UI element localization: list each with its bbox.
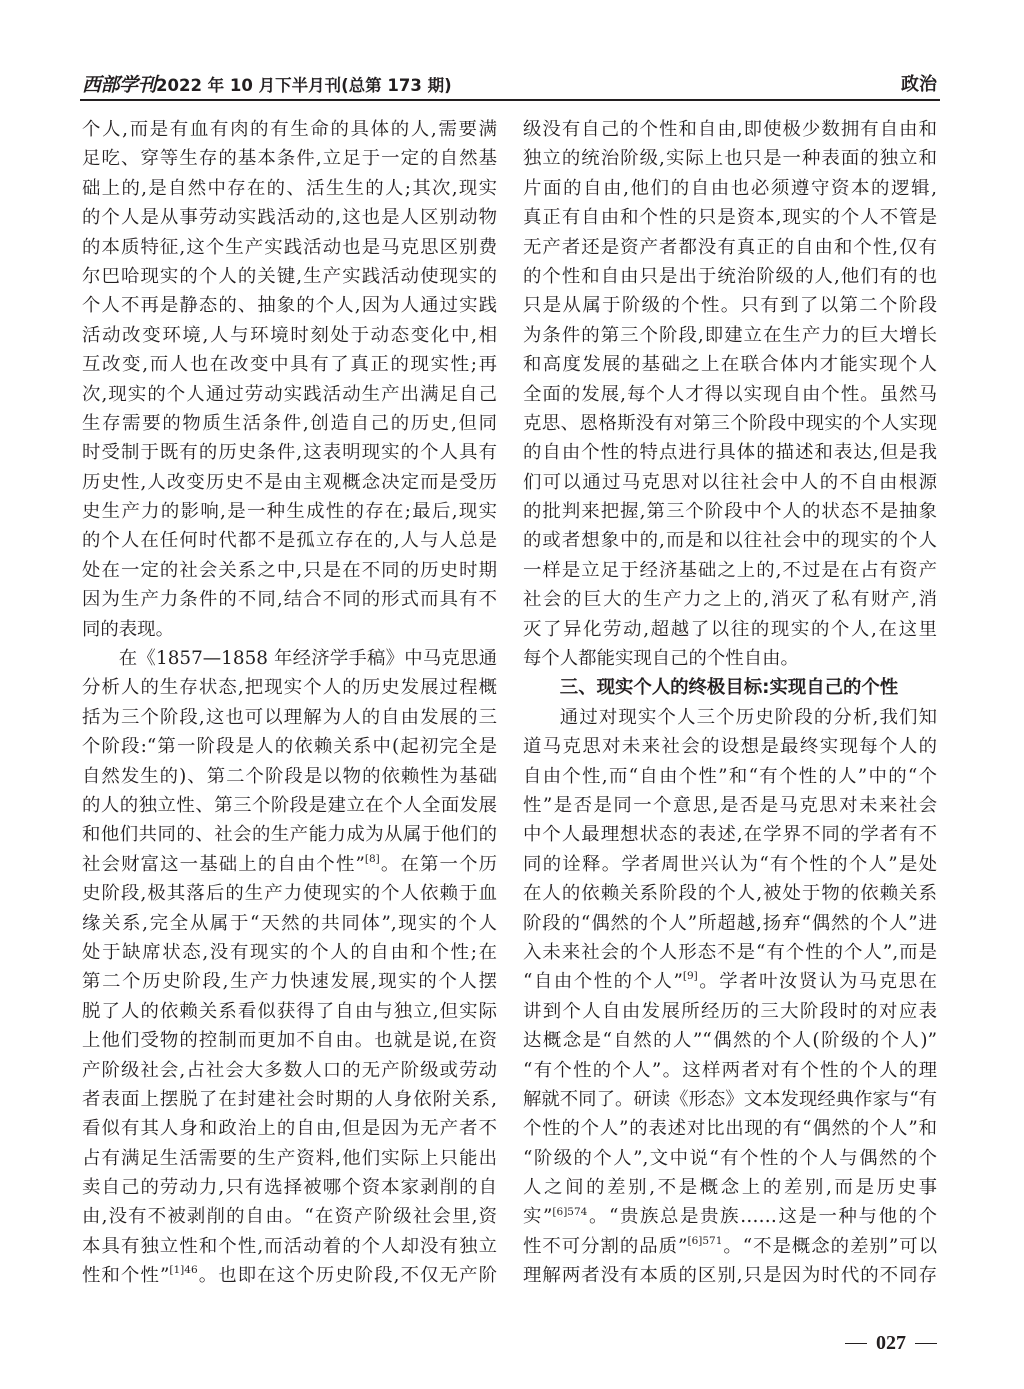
line-text: 灭了异化劳动,超越了以往的现实的个人,在这里 (523, 618, 937, 640)
text-line (82, 321, 497, 350)
line-text: 级没有自己的个性和自由,即使极少数拥有自由和 (523, 119, 937, 140)
text-line (82, 997, 497, 1026)
text-line (82, 1232, 497, 1261)
line-text: 的自由个性的特点进行具体的描述和表达,但是我 (523, 442, 937, 464)
line-text: 括为三个阶段,这也可以理解为人的自由发展的三 (82, 706, 497, 728)
text-line (82, 1056, 497, 1085)
text-line (523, 762, 937, 791)
citation-superscript: [1]46 (169, 1264, 198, 1277)
line-text: 。也即在这个历史阶段,不仅无产阶 (197, 1265, 497, 1287)
text-line (523, 967, 937, 996)
text-line (523, 262, 937, 291)
footer-dash (845, 1343, 867, 1344)
text-line (82, 497, 497, 526)
paragraph (82, 644, 497, 1291)
text-line (523, 233, 937, 262)
text-line (82, 526, 497, 555)
text-line (82, 350, 497, 379)
text-line (523, 820, 937, 849)
text-line (82, 1114, 497, 1143)
line-text: 本具有独立性和个性,而活动着的个人却没有独立 (82, 1235, 497, 1257)
line-text: 尔巴哈现实的个人的关键,生产实践活动使现实的 (82, 265, 497, 287)
line-text: 在《1857—1858 年经济学手稿》中马克思通 (118, 648, 497, 670)
line-text: “自由个性的个人” (523, 971, 683, 993)
text-line (82, 673, 497, 702)
journal-logo: 西部学刊 (82, 74, 157, 96)
text-line (82, 409, 497, 438)
line-text: 的人的独立性、第三个阶段是建立在个人全面发展 (82, 794, 497, 816)
line-text: 。“不是概念的差别”可以 (722, 1235, 937, 1257)
text-line (523, 938, 937, 967)
line-text: 中个人最理想状态的表述,在学界不同的学者有不 (523, 824, 937, 846)
line-text: 个人,而是有血有肉的有生命的具体的人,需要满 (82, 119, 497, 140)
line-text: 脱了人的依赖关系看似获得了自由与独立,但实际 (82, 1000, 497, 1022)
line-text: 个人不再是静态的、抽象的个人,因为人通过实践 (82, 295, 497, 317)
line-text: 史生产力的影响,是一种生成性的存在;最后,现实 (82, 501, 497, 523)
line-text: 上他们受物的控制而更加不自由。也就是说,在资 (82, 1030, 497, 1052)
text-line (523, 203, 937, 232)
line-text: “阶级的个人”,文中说“有个性的个人与偶然的个 (523, 1147, 937, 1169)
text-line (82, 732, 497, 761)
text-line (523, 321, 937, 350)
text-line (523, 997, 937, 1026)
line-text: 在人的依赖关系阶段的个人,被处于物的依赖关系 (523, 883, 937, 905)
line-text: 生存需要的物质生活条件,创造自己的历史,但同 (82, 412, 497, 434)
text-line (523, 1114, 937, 1143)
line-text: 达概念是“自然的人”“偶然的个人(阶级的个人)” (523, 1030, 937, 1052)
line-text: 性和个性” (82, 1265, 170, 1287)
paragraph (82, 115, 497, 644)
line-text: 的个性和自由只是出于统治阶级的人,他们有的也 (523, 265, 937, 287)
text-line (523, 703, 937, 732)
text-line (523, 350, 937, 379)
line-text: 的个人是从事劳动实践活动的,这也是人区别动物 (82, 207, 497, 229)
line-text: 的批判来把握,第三个阶段中个人的状态不是抽象 (523, 501, 937, 523)
line-text: 历史性,人改变历史不是由主观概念决定而是受历 (82, 471, 497, 493)
text-line (82, 380, 497, 409)
line-text: 解就不同了。研读《形态》文本发现经典作家与“有 (523, 1088, 937, 1110)
citation-superscript: [6]571 (687, 1234, 723, 1247)
text-line (82, 879, 497, 908)
text-line (82, 820, 497, 849)
text-line (523, 732, 937, 761)
text-line (523, 1261, 937, 1290)
line-text: 的本质特征,这个生产实践活动也是马克思区别费 (82, 236, 497, 258)
line-text: 。在第一个历 (379, 853, 497, 875)
text-line (82, 203, 497, 232)
line-text: 同的表现。 (82, 618, 174, 640)
text-line (523, 791, 937, 820)
page-footer (845, 1330, 937, 1356)
left-column (82, 115, 497, 1291)
line-text: 讲到个人自由发展所经历的三大阶段时的对应表 (523, 1000, 937, 1022)
text-line (523, 1232, 937, 1261)
line-text: 道马克思对未来社会的设想是最终实现每个人的 (523, 736, 937, 758)
line-text: 卖自己的劳动力,只有选择被哪个资本家剥削的自 (82, 1177, 497, 1199)
line-text: 全面的发展,每个人才得以实现自由个性。虽然马 (523, 383, 937, 405)
text-line (82, 1085, 497, 1114)
text-line (523, 1173, 937, 1202)
citation-superscript: [8] (364, 852, 380, 865)
line-text: 无产者还是资产者都没有真正的自由和个性,仅有 (523, 236, 937, 258)
line-text: 个性的个人”的表述对比出现的有“偶然的个人”和 (523, 1118, 937, 1140)
line-text: 因为生产力条件的不同,结合不同的形式而具有不 (82, 589, 497, 611)
text-line (523, 850, 937, 879)
line-text: 产阶级社会,占社会大多数人口的无产阶级或劳动 (82, 1059, 497, 1081)
right-column (523, 115, 937, 1291)
line-text: 克思、恩格斯没有对第三个阶段中现实的个人实现 (523, 412, 937, 434)
line-text: 第二个历史阶段,生产力快速发展,现实的个人摆 (82, 971, 497, 993)
line-text: 一样是立足于经济基础之上的,不过是在占有资产 (523, 559, 937, 581)
text-line (523, 468, 937, 497)
page-number: 027 (876, 1332, 906, 1354)
line-text: 每个人都能实现自己的个性自由。 (523, 648, 799, 670)
text-line (523, 1085, 937, 1114)
text-line (82, 909, 497, 938)
line-text: 自由个性,而“自由个性”和“有个性的人”中的“个 (523, 765, 937, 787)
line-text: 真正有自由和个性的只是资本,现实的个人不管是 (523, 207, 937, 229)
line-text: 者表面上摆脱了在封建社会时期的人身依附关系, (82, 1088, 497, 1110)
line-text: 足吃、穿等生存的基本条件,立足于一定的自然基 (82, 148, 497, 170)
text-line (82, 938, 497, 967)
text-line (82, 556, 497, 585)
line-text: 为条件的第三个阶段,即建立在生产力的巨大增长 (523, 324, 937, 346)
text-line (82, 615, 497, 644)
text-line (82, 1144, 497, 1173)
line-text: 和他们共同的、社会的生产能力成为从属于他们的 (82, 824, 497, 846)
running-header (82, 71, 937, 99)
line-text: 人之间的差别,不是概念上的差别,而是历史事 (523, 1177, 937, 1199)
line-text: 独立的统治阶级,实际上也只是一种表面的独立和 (523, 148, 937, 170)
text-line (523, 144, 937, 173)
text-line (523, 438, 937, 467)
line-text: 。学者叶汝贤认为马克思在 (697, 971, 937, 993)
text-line (523, 1202, 937, 1231)
line-text: 次,现实的个人通过劳动实践活动生产出满足自己 (82, 383, 497, 405)
text-line (82, 762, 497, 791)
text-line (82, 438, 497, 467)
line-text: 入未来社会的个人形态不是“有个性的个人”,而是 (523, 941, 937, 963)
line-text: 理解两者没有本质的区别,只是因为时代的不同存 (523, 1265, 937, 1287)
line-text: 。“贵族总是贵族……这是一种与他的个 (587, 1206, 937, 1228)
text-line (82, 1026, 497, 1055)
line-text: 缘关系,完全从属于“天然的共同体”,现实的个人 (82, 912, 497, 934)
text-line (82, 585, 497, 614)
text-line (82, 144, 497, 173)
line-text: 社会的巨大的生产力之上的,消灭了私有财产,消 (523, 589, 937, 611)
line-text: 阶段的“偶然的个人”所超越,扬弃“偶然的个人”进 (523, 912, 937, 934)
line-text: “有个性的个人”。这样两者对有个性的个人的理 (523, 1059, 937, 1081)
line-text: 只是从属于阶级的个性。只有到了以第二个阶段 (523, 295, 937, 317)
text-line (523, 526, 937, 555)
text-line (82, 644, 497, 673)
text-line (82, 291, 497, 320)
header-rule (80, 99, 940, 101)
line-text: 时受制于既有的历史条件,这表明现实的个人具有 (82, 442, 497, 464)
text-line (82, 468, 497, 497)
line-text: 占有满足生活需要的生产资料,他们实际上只能出 (82, 1147, 497, 1169)
text-line (523, 585, 937, 614)
text-line (523, 1056, 937, 1085)
line-text: 分析人的生存状态,把现实个人的历史发展过程概 (82, 677, 497, 699)
line-text: 通过对现实个人三个历史阶段的分析,我们知 (559, 706, 937, 728)
text-line (82, 262, 497, 291)
line-text: 础上的,是自然中存在的、活生生的人;其次,现实 (82, 177, 497, 199)
section-heading: 三、现实个人的终极目标:实现自己的个性 (559, 677, 899, 699)
line-text: 个阶段:“第一阶段是人的依赖关系中(起初完全是 (82, 736, 497, 758)
line-text: 处在一定的社会关系之中,只是在不同的历史时期 (82, 559, 497, 581)
line-text: 由,没有不被剥削的自由。“在资产阶级社会里,资 (82, 1206, 497, 1228)
paragraph (523, 115, 937, 673)
line-text: 史阶段,极其落后的生产力使现实的个人依赖于血 (82, 883, 497, 905)
citation-superscript: [6]574 (552, 1205, 588, 1218)
text-line (82, 967, 497, 996)
text-line (523, 556, 937, 585)
line-text: 们可以通过马克思对以往社会中人的不自由根源 (523, 471, 937, 493)
text-line (523, 115, 937, 144)
line-text: 的或者想象中的,而是和以往社会中的现实的个人 (523, 530, 937, 552)
text-line (82, 233, 497, 262)
line-text: 性”是否是同一个意思,是否是马克思对未来社会 (523, 794, 937, 816)
text-line (523, 380, 937, 409)
text-line (523, 1026, 937, 1055)
text-line (523, 644, 937, 673)
line-text: 活动改变环境,人与环境时刻处于动态变化中,相 (82, 324, 497, 346)
line-text: 实” (523, 1206, 553, 1228)
text-line (523, 291, 937, 320)
text-line (523, 497, 937, 526)
text-line (523, 615, 937, 644)
journal-info (82, 71, 452, 99)
line-text: 自然发生的)、第二个阶段是以物的依赖性为基础 (82, 765, 497, 787)
text-line (82, 1261, 497, 1290)
line-text: 片面的自由,他们的自由也必须遵守资本的逻辑, (523, 177, 937, 199)
citation-superscript: [9] (682, 970, 698, 983)
text-line (82, 850, 497, 879)
line-text: 社会财富这一基础上的自由个性” (82, 853, 365, 875)
section-label: 政治 (901, 74, 937, 95)
text-line (523, 174, 937, 203)
line-text: 互改变,而人也在改变中具有了真正的现实性;再 (82, 354, 497, 376)
footer-dash (915, 1343, 937, 1344)
line-text: 处于缺席状态,没有现实的个人的自由和个性;在 (82, 941, 497, 963)
paragraph (523, 703, 937, 1291)
text-line (82, 1173, 497, 1202)
text-line (82, 1202, 497, 1231)
text-line (82, 174, 497, 203)
text-line (82, 791, 497, 820)
issue-info: 2022 年 10 月下半月刊(总第 173 期) (156, 76, 452, 95)
line-text: 性不可分割的品质” (523, 1235, 688, 1257)
text-line (82, 115, 497, 144)
line-text: 看似有其人身和政治上的自由,但是因为无产者不 (82, 1118, 497, 1140)
text-line (523, 909, 937, 938)
line-text: 和高度发展的基础之上在联合体内才能实现个人 (523, 354, 937, 376)
text-line (523, 409, 937, 438)
text-line (82, 703, 497, 732)
text-line (523, 879, 937, 908)
line-text: 同的诠释。学者周世兴认为“有个性的个人”是处 (523, 853, 937, 875)
line-text: 的个人在任何时代都不是孤立存在的,人与人总是 (82, 530, 497, 552)
text-line (523, 1144, 937, 1173)
